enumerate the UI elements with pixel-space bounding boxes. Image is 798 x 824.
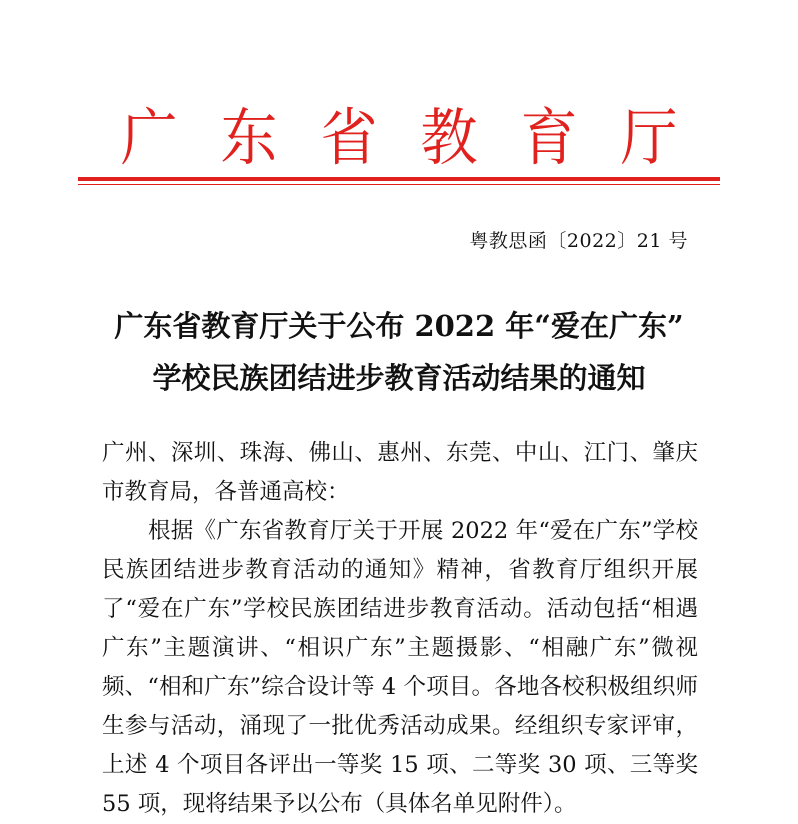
org-char-5: 育 [520, 100, 578, 174]
red-header-rule [78, 177, 720, 181]
org-char-6: 厅 [620, 100, 678, 174]
document-number: 粤教思函〔2022〕21 号 [469, 230, 688, 252]
org-char-3: 省 [320, 100, 378, 174]
org-char-1: 广 [120, 100, 178, 174]
document-title-line-1: 广东省教育厅关于公布 2022 年“爱在广东” [114, 309, 684, 343]
document-title-line-2: 学校民族团结进步教育活动结果的通知 [152, 361, 646, 395]
document-body [102, 434, 698, 824]
issuing-organization-title [78, 92, 720, 172]
body-paragraph-1: 根据《广东省教育厅关于开展 2022 年“爱在广东”学校民族团结进步教育活动的通知》精神，省教育厅组织开展了“爱在广东”学校民族团结进步教育活动。活动包括“相遇广东”主题演讲、“相识广东”主题摄影、“相融广东”微视频、“相和广东”综合设计等 4 个项目。各地各校积极组织师生参与活动，涌现了一批优秀活动成果。经组织专家评审，上述 4 个项目各评出一等奖 15 项、二等奖 30 项、三等奖 55 项，现将结果予以公布（具体名单见附件）。 [102, 518, 698, 817]
org-char-4: 教 [420, 100, 478, 174]
org-char-2: 东 [220, 100, 278, 174]
document-title [60, 300, 738, 404]
red-header-rule-thin [78, 184, 720, 185]
recipients-line: 广州、深圳、珠海、佛山、惠州、东莞、中山、江门、肇庆市教育局，各普通高校： [102, 440, 698, 505]
